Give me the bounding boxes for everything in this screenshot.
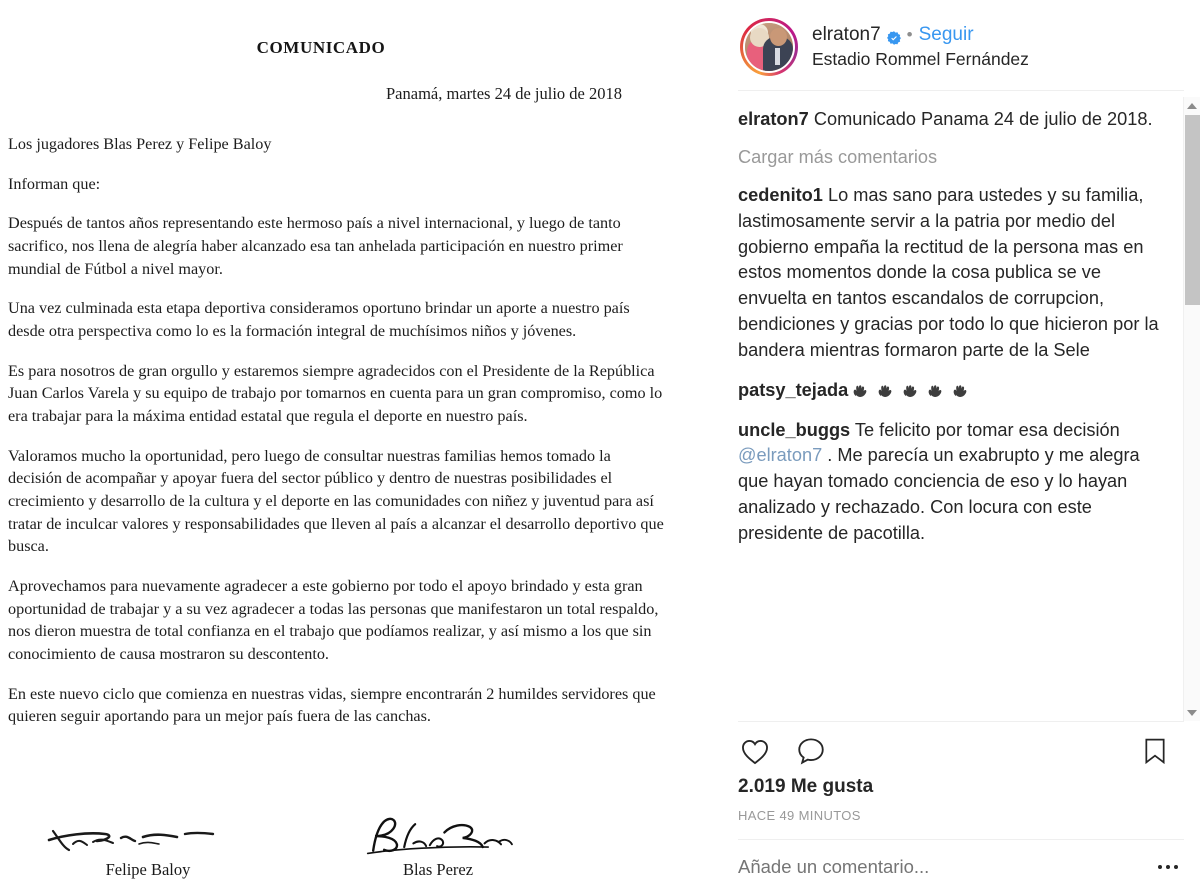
comment-text: . Me parecía un exabrupto y me alegra que hayan tomado conciencia de eso y lo hayan analizado y rechazado. Con locura con este presidente de pacotilla. [738, 445, 1140, 543]
post-caption [738, 107, 1167, 133]
document-paragraph: Una vez culminada esta etapa deportiva consideramos oportuno brindar un aporte a nuestro país desde otra perspectiva como lo es la formación integral de muchísimos niños y jóvenes. [8, 299, 630, 341]
comment-username[interactable]: cedenito1 [738, 184, 823, 205]
comment-item [738, 418, 1167, 547]
likes-count[interactable]: 2.019 Me gusta [738, 776, 874, 797]
document-paragraph: Después de tantos años representando este hermoso país a nivel internacional, y luego de tanto sacrifico, nos llena de alegría haber alcanzado esa tan anhelada participación en nuestro primer mundial de Fútbol a nivel mayor. [8, 214, 623, 278]
post-action-bar [722, 722, 1200, 774]
signature-block-blas-perez [308, 816, 568, 880]
scrollbar-thumb[interactable] [1185, 115, 1200, 305]
comments-region [722, 91, 1200, 721]
signature-name: Blas Perez [402, 860, 474, 879]
comment-item [738, 378, 1167, 404]
scroll-down-arrow-icon[interactable] [1184, 704, 1200, 721]
clapping-hands-icon [953, 380, 970, 395]
bookmark-icon[interactable] [1140, 735, 1170, 767]
instagram-sidebar [722, 0, 1200, 896]
post-timestamp: HACE 49 MINUTOS [738, 808, 861, 823]
post-header-text [812, 23, 1029, 72]
comment-text: Lo mas sano para ustedes y su familia, lastimosamente servir a la patria por medio del gobierno empaña la rectitud de la persona mas en estos momentos donde la cosa publica se ve envuelta en tantos escandalos de corrupcion, bendiciones y gracias por todo lo que hicieron por la bandera mientras formaron parte de la Sele [738, 184, 1159, 360]
signature-name: Felipe Baloy [105, 860, 191, 879]
caption-username[interactable]: elraton7 [738, 109, 809, 129]
comment-text: Te felicito por tomar esa decisión [854, 419, 1120, 440]
document-intro-line: Los jugadores Blas Perez y Felipe Baloy [8, 135, 272, 153]
post-header-identity [812, 23, 1029, 47]
comment-username[interactable]: patsy_tejada [738, 379, 849, 400]
handwritten-signature-icon [43, 816, 253, 858]
more-options-icon[interactable] [1158, 865, 1178, 869]
follow-button[interactable]: Seguir [918, 23, 974, 45]
verified-badge-icon [887, 28, 901, 42]
post-header [722, 0, 1200, 90]
clapping-hands-icon [878, 380, 895, 395]
comments-list [722, 91, 1183, 721]
clapping-hands-icon [903, 380, 920, 395]
add-comment-row [722, 840, 1200, 896]
signature-block-felipe-baloy [18, 816, 278, 880]
avatar-image [743, 21, 795, 73]
avatar[interactable] [740, 18, 798, 76]
clapping-hands-icon [853, 380, 870, 395]
document-title: COMUNICADO [256, 38, 386, 57]
document-paragraph: Valoramos mucho la oportunidad, pero luego de consultar nuestras familias hemos tomado la decisión de acompañar y apoyar fuera del sector público y dentro de nuestras posibilidades el crecimiento y desarrollo de la cultura y el deporte en las comunidades con niñez y juventud para así tratar de inculcar valores y responsabilidades que lleven al país a alcanzar el desarrollo deportivo que busca. [8, 446, 664, 556]
load-more-comments-button[interactable]: Cargar más comentarios [738, 146, 938, 167]
post-location[interactable]: Estadio Rommel Fernández [812, 49, 1029, 70]
comments-scrollbar[interactable] [1183, 97, 1200, 721]
document-inform-line: Informan que: [8, 174, 101, 193]
document-paragraph: Es para nosotros de gran orgullo y estaremos siempre agradecidos con el Presidente de la República Juan Carlos Varela y su equipo de trabajo por tomarnos en cuenta para un gran compromiso, como lo era trabajar para la máxima entidad estatal que regula el deporte en nuestro país. [8, 361, 663, 426]
comment-mention-link[interactable]: @elraton7 [738, 445, 823, 466]
heart-icon[interactable] [738, 734, 772, 768]
handwritten-signature-icon [353, 816, 523, 858]
signature-row [8, 816, 664, 880]
scroll-up-arrow-icon[interactable] [1184, 97, 1200, 114]
comment-emoji-run [853, 380, 972, 400]
comment-username[interactable]: uncle_buggs [738, 419, 851, 440]
document-paragraph: En este nuevo ciclo que comienza en nuestras vidas, siempre encontrarán 2 humildes servidores que quieren seguir aportando para un mejor país fuera de las canchas. [8, 684, 656, 726]
caption-text: Comunicado Panama 24 de julio de 2018. [813, 109, 1153, 129]
add-comment-input[interactable] [738, 856, 1158, 878]
document-date: Panamá, martes 24 de julio de 2018 [386, 84, 622, 103]
header-separator: • [906, 24, 913, 44]
document-paragraph: Aprovechamos para nuevamente agradecer a este gobierno por todo el apoyo brindado y esta gran oportunidad de trabajar y a su vez agradecer a todas las personas que manifestaron un total respaldo, nos dieron muestra de total confianza en el trabajo que podíamos realizar, y así mismo a los que sin conocimiento de causa mostraron su descontento. [8, 577, 659, 664]
post-username[interactable]: elraton7 [812, 23, 881, 45]
clapping-hands-icon [928, 380, 945, 395]
comment-item [738, 183, 1167, 364]
comment-bubble-icon[interactable] [794, 734, 828, 768]
